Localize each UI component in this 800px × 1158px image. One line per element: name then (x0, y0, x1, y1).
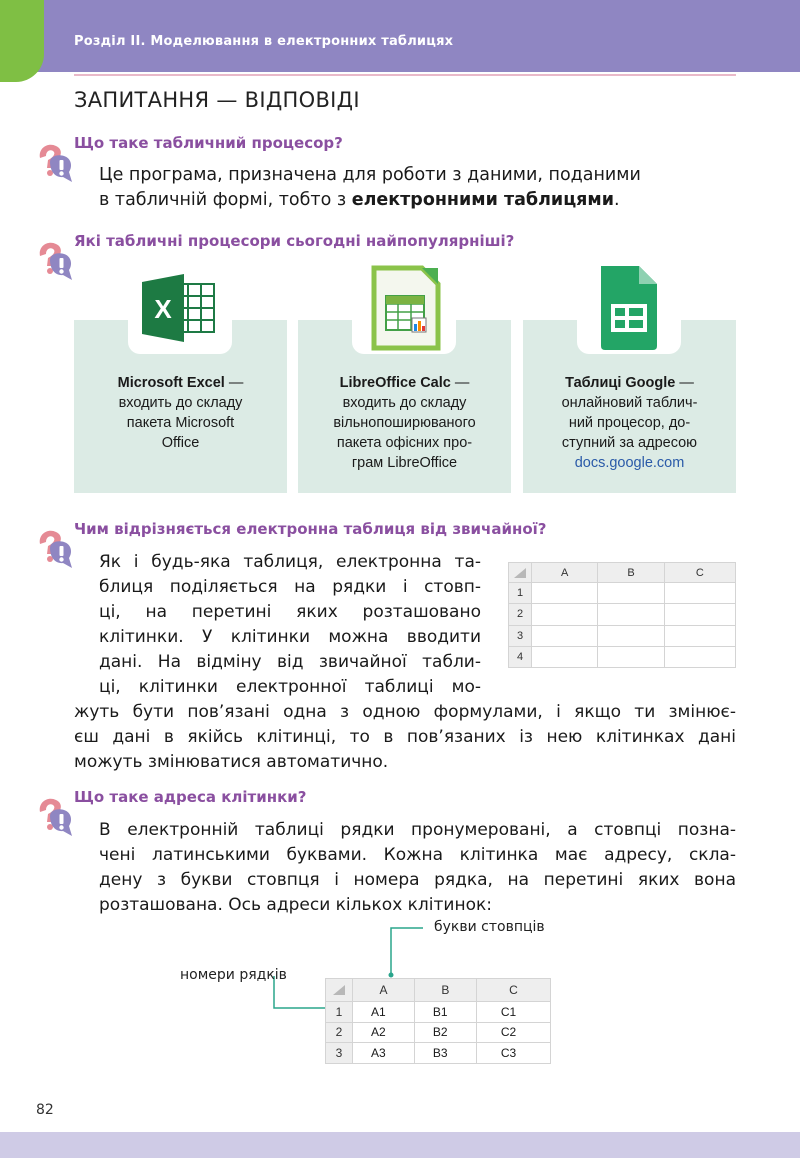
google-sheets-link[interactable]: docs.google.com (574, 455, 685, 471)
cell: A3 (353, 1043, 415, 1064)
label-row-numbers: номери рядків (180, 967, 287, 983)
column-header: C (476, 979, 550, 1002)
question-4: Що таке адреса клітинки? (74, 788, 307, 806)
card-google-text: Таблиці Google — онлайновий таблич- ний процесор, до- ступний за адресою docs.google.com (523, 373, 736, 473)
answer-3-wide: жуть бути пов’язані одна з одною формулами, і якщо ти змінює- єш дані в якійсь клітинці, то в пов’язаних із нею клітинках дані можуть змінюватися автоматично. (74, 702, 736, 772)
column-header: A (353, 979, 415, 1002)
spreadsheet-grid-example (508, 562, 736, 668)
page-title: ЗАПИТАННЯ — ВІДПОВІДІ (74, 88, 360, 112)
question-answer-icon (36, 140, 76, 188)
card-libreoffice-name: LibreOffice Calc (339, 375, 451, 391)
address-grid (325, 978, 551, 1064)
cell: A1 (353, 1002, 415, 1023)
question-1: Що таке табличний процесор? (74, 134, 343, 152)
row-header: 3 (326, 1043, 353, 1064)
header-rule (74, 74, 736, 76)
google-sheets-icon (577, 262, 681, 354)
page-footer-band (0, 1132, 800, 1158)
card-excel-text: Microsoft Excel — входить до складу пакета Microsoft Office (117, 375, 244, 451)
chapter-tab (0, 0, 44, 82)
label-column-letters: букви стовпців (434, 919, 545, 935)
row-header: 2 (509, 604, 532, 625)
answer-1-line-1: Це програма, призначена для роботи з даними, поданими (99, 165, 641, 185)
libreoffice-calc-icon (352, 262, 456, 354)
question-answer-icon (36, 794, 76, 842)
cell: A2 (353, 1022, 415, 1043)
section-title: Розділ ІІ. Моделювання в електронних таблицях (74, 34, 454, 49)
row-header: 1 (509, 583, 532, 604)
excel-icon (128, 262, 232, 354)
cell: B3 (414, 1043, 476, 1064)
card-libreoffice-text: LibreOffice Calc — входить до складу вільнопоширюваного пакета офісних про- грам LibreOffice (333, 375, 476, 471)
row-header: 1 (326, 1002, 353, 1023)
answer-4: В електронній таблиці рядки пронумеровані, а стовпці позна- чені латинськими буквами. Кожна клітинка має адресу, скла- дену з букви стовпця і номера рядка, на перетині яких вона розташована. Ось адреси кількох клітинок: (99, 820, 736, 915)
question-2: Які табличні процесори сьогодні найпопулярніші? (74, 232, 515, 250)
question-3: Чим відрізняється електронна таблиця від звичайної? (74, 520, 547, 538)
google-sheets-icon-frame (577, 262, 681, 354)
card-google-name: Таблиці Google (565, 375, 676, 391)
column-header: A (532, 563, 598, 583)
answer-1-bold: електронними таблицями (351, 190, 614, 210)
svg-text:X: X (154, 294, 172, 324)
column-header: B (598, 563, 664, 583)
cell: C1 (476, 1002, 550, 1023)
cell: C3 (476, 1043, 550, 1064)
answer-1-line-2: в табличній формі, тобто з електронними таблицями. (99, 190, 620, 210)
column-header: C (664, 563, 735, 583)
row-header: 3 (509, 625, 532, 646)
excel-icon-frame (128, 262, 232, 354)
answer-3-narrow: Як і будь-яка таблиця, електронна та- блиця поділяється на рядки і стовп- ці, на перетині яких розташовано клітинки. У клітинки можна вводити дані. На відміну від звичайної табли- ці, клітинки електронної таблиці мо- (99, 552, 481, 697)
card-excel-name: Microsoft Excel (117, 375, 225, 391)
question-answer-icon (36, 526, 76, 574)
answer-1 (99, 163, 736, 213)
select-all-corner (509, 563, 532, 583)
row-header: 4 (509, 646, 532, 667)
cell: B1 (414, 1002, 476, 1023)
cell: B2 (414, 1022, 476, 1043)
column-header: B (414, 979, 476, 1002)
libreoffice-icon-frame (352, 262, 456, 354)
cell: C2 (476, 1022, 550, 1043)
row-header: 2 (326, 1022, 353, 1043)
page-number: 82 (36, 1102, 54, 1118)
select-all-corner (326, 979, 353, 1002)
question-answer-icon (36, 238, 76, 286)
